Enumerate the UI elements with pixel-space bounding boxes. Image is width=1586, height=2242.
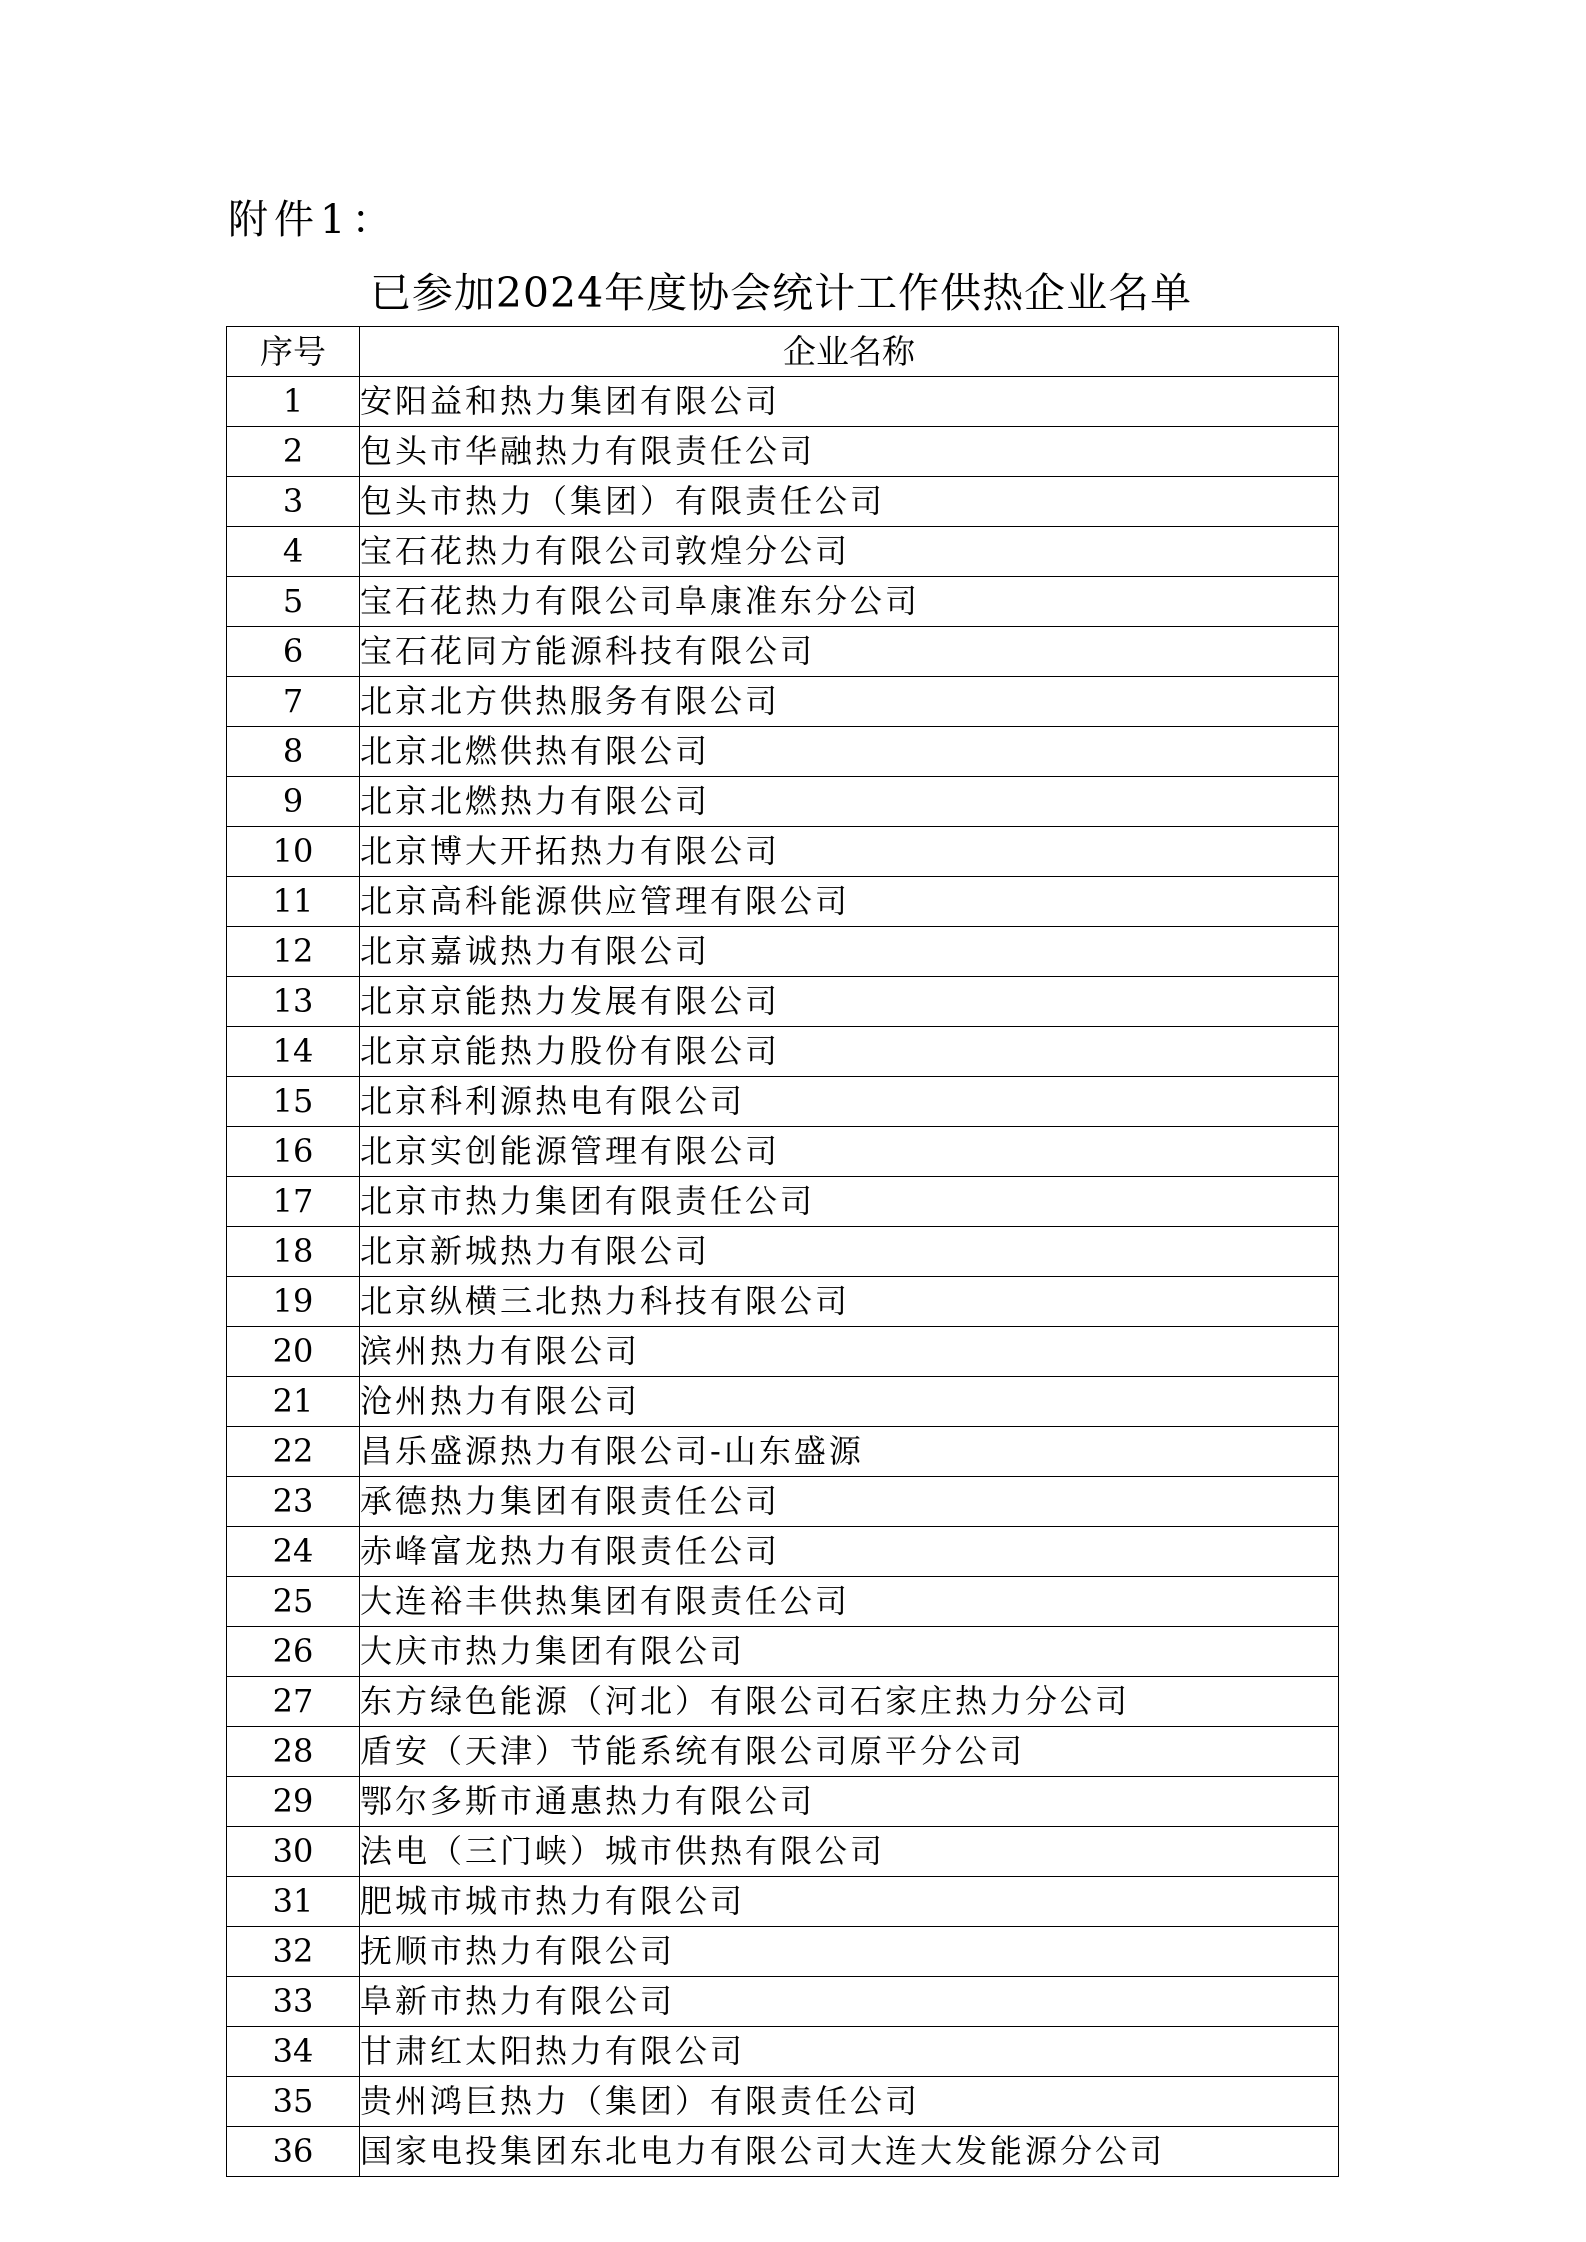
row-seq: 21 — [227, 1377, 360, 1427]
row-company-name: 北京市热力集团有限责任公司 — [360, 1177, 1339, 1227]
table-row — [227, 1727, 1339, 1777]
row-seq: 26 — [227, 1627, 360, 1677]
row-company-name: 肥城市城市热力有限公司 — [360, 1877, 1339, 1927]
attachment-label: 附件1： — [228, 197, 398, 243]
table-row — [227, 2127, 1339, 2177]
table-row — [227, 1977, 1339, 2027]
table-row — [227, 2077, 1339, 2127]
table-body — [227, 377, 1339, 2177]
row-company-name: 抚顺市热力有限公司 — [360, 1927, 1339, 1977]
row-company-name: 北京北方供热服务有限公司 — [360, 677, 1339, 727]
row-company-name: 宝石花热力有限公司阜康准东分公司 — [360, 577, 1339, 627]
table-row — [227, 1127, 1339, 1177]
row-company-name: 东方绿色能源（河北）有限公司石家庄热力分公司 — [360, 1677, 1339, 1727]
table-row — [227, 1277, 1339, 1327]
row-seq: 5 — [227, 577, 360, 627]
row-company-name: 盾安（天津）节能系统有限公司原平分公司 — [360, 1727, 1339, 1777]
row-seq: 30 — [227, 1827, 360, 1877]
table-row — [227, 1027, 1339, 1077]
row-seq: 9 — [227, 777, 360, 827]
row-company-name: 北京嘉诚热力有限公司 — [360, 927, 1339, 977]
document-title: 已参加2024年度协会统计工作供热企业名单 — [369, 269, 1193, 317]
table-row — [227, 877, 1339, 927]
table-row — [227, 1377, 1339, 1427]
row-seq: 15 — [227, 1077, 360, 1127]
table-row — [227, 577, 1339, 627]
table-header-row — [227, 327, 1339, 377]
table-row — [227, 477, 1339, 527]
table-row — [227, 977, 1339, 1027]
row-company-name: 包头市华融热力有限责任公司 — [360, 427, 1339, 477]
row-seq: 35 — [227, 2077, 360, 2127]
table-row — [227, 1927, 1339, 1977]
table-row — [227, 1177, 1339, 1227]
row-company-name: 大连裕丰供热集团有限责任公司 — [360, 1577, 1339, 1627]
row-seq: 14 — [227, 1027, 360, 1077]
table-row — [227, 1327, 1339, 1377]
row-seq: 4 — [227, 527, 360, 577]
row-company-name: 北京科利源热电有限公司 — [360, 1077, 1339, 1127]
row-seq: 1 — [227, 377, 360, 427]
table-row — [227, 1477, 1339, 1527]
row-seq: 8 — [227, 727, 360, 777]
row-company-name: 阜新市热力有限公司 — [360, 1977, 1339, 2027]
row-seq: 16 — [227, 1127, 360, 1177]
row-seq: 25 — [227, 1577, 360, 1627]
table-row — [227, 1527, 1339, 1577]
row-seq: 11 — [227, 877, 360, 927]
row-seq: 17 — [227, 1177, 360, 1227]
row-company-name: 大庆市热力集团有限公司 — [360, 1627, 1339, 1677]
table-row — [227, 1227, 1339, 1277]
row-company-name: 北京博大开拓热力有限公司 — [360, 827, 1339, 877]
row-company-name: 昌乐盛源热力有限公司-山东盛源 — [360, 1427, 1339, 1477]
row-seq: 29 — [227, 1777, 360, 1827]
table-row — [227, 527, 1339, 577]
row-seq: 34 — [227, 2027, 360, 2077]
row-seq: 27 — [227, 1677, 360, 1727]
row-company-name: 北京京能热力股份有限公司 — [360, 1027, 1339, 1077]
row-seq: 18 — [227, 1227, 360, 1277]
row-company-name: 鄂尔多斯市通惠热力有限公司 — [360, 1777, 1339, 1827]
row-seq: 28 — [227, 1727, 360, 1777]
table-row — [227, 827, 1339, 877]
table-row — [227, 1077, 1339, 1127]
row-seq: 19 — [227, 1277, 360, 1327]
row-company-name: 赤峰富龙热力有限责任公司 — [360, 1527, 1339, 1577]
row-company-name: 沧州热力有限公司 — [360, 1377, 1339, 1427]
row-company-name: 贵州鸿巨热力（集团）有限责任公司 — [360, 2077, 1339, 2127]
table-row — [227, 677, 1339, 727]
row-seq: 32 — [227, 1927, 360, 1977]
table-row — [227, 2027, 1339, 2077]
row-seq: 31 — [227, 1877, 360, 1927]
row-company-name: 安阳益和热力集团有限公司 — [360, 377, 1339, 427]
table-row — [227, 1827, 1339, 1877]
row-company-name: 北京实创能源管理有限公司 — [360, 1127, 1339, 1177]
table-row — [227, 1627, 1339, 1677]
row-seq: 24 — [227, 1527, 360, 1577]
row-company-name: 北京北燃热力有限公司 — [360, 777, 1339, 827]
row-company-name: 甘肃红太阳热力有限公司 — [360, 2027, 1339, 2077]
table-row — [227, 927, 1339, 977]
row-company-name: 滨州热力有限公司 — [360, 1327, 1339, 1377]
table-row — [227, 1427, 1339, 1477]
row-company-name: 北京京能热力发展有限公司 — [360, 977, 1339, 1027]
row-company-name: 宝石花同方能源科技有限公司 — [360, 627, 1339, 677]
row-company-name: 北京纵横三北热力科技有限公司 — [360, 1277, 1339, 1327]
row-seq: 3 — [227, 477, 360, 527]
row-company-name: 宝石花热力有限公司敦煌分公司 — [360, 527, 1339, 577]
table-row — [227, 1677, 1339, 1727]
table-row — [227, 1777, 1339, 1827]
header-seq: 序号 — [227, 327, 360, 377]
row-seq: 36 — [227, 2127, 360, 2177]
table-row — [227, 777, 1339, 827]
row-seq: 12 — [227, 927, 360, 977]
row-company-name: 法电（三门峡）城市供热有限公司 — [360, 1827, 1339, 1877]
row-company-name: 国家电投集团东北电力有限公司大连大发能源分公司 — [360, 2127, 1339, 2177]
row-seq: 2 — [227, 427, 360, 477]
row-company-name: 北京北燃供热有限公司 — [360, 727, 1339, 777]
table-row — [227, 627, 1339, 677]
table-row — [227, 727, 1339, 777]
company-table — [226, 326, 1339, 2177]
table-row — [227, 1877, 1339, 1927]
row-seq: 33 — [227, 1977, 360, 2027]
row-seq: 23 — [227, 1477, 360, 1527]
row-company-name: 包头市热力（集团）有限责任公司 — [360, 477, 1339, 527]
table-row — [227, 427, 1339, 477]
row-company-name: 承德热力集团有限责任公司 — [360, 1477, 1339, 1527]
row-seq: 6 — [227, 627, 360, 677]
row-seq: 10 — [227, 827, 360, 877]
row-seq: 13 — [227, 977, 360, 1027]
header-company-name: 企业名称 — [360, 327, 1339, 377]
row-company-name: 北京高科能源供应管理有限公司 — [360, 877, 1339, 927]
row-seq: 20 — [227, 1327, 360, 1377]
table-row — [227, 1577, 1339, 1627]
table-row — [227, 377, 1339, 427]
row-company-name: 北京新城热力有限公司 — [360, 1227, 1339, 1277]
row-seq: 22 — [227, 1427, 360, 1477]
row-seq: 7 — [227, 677, 360, 727]
